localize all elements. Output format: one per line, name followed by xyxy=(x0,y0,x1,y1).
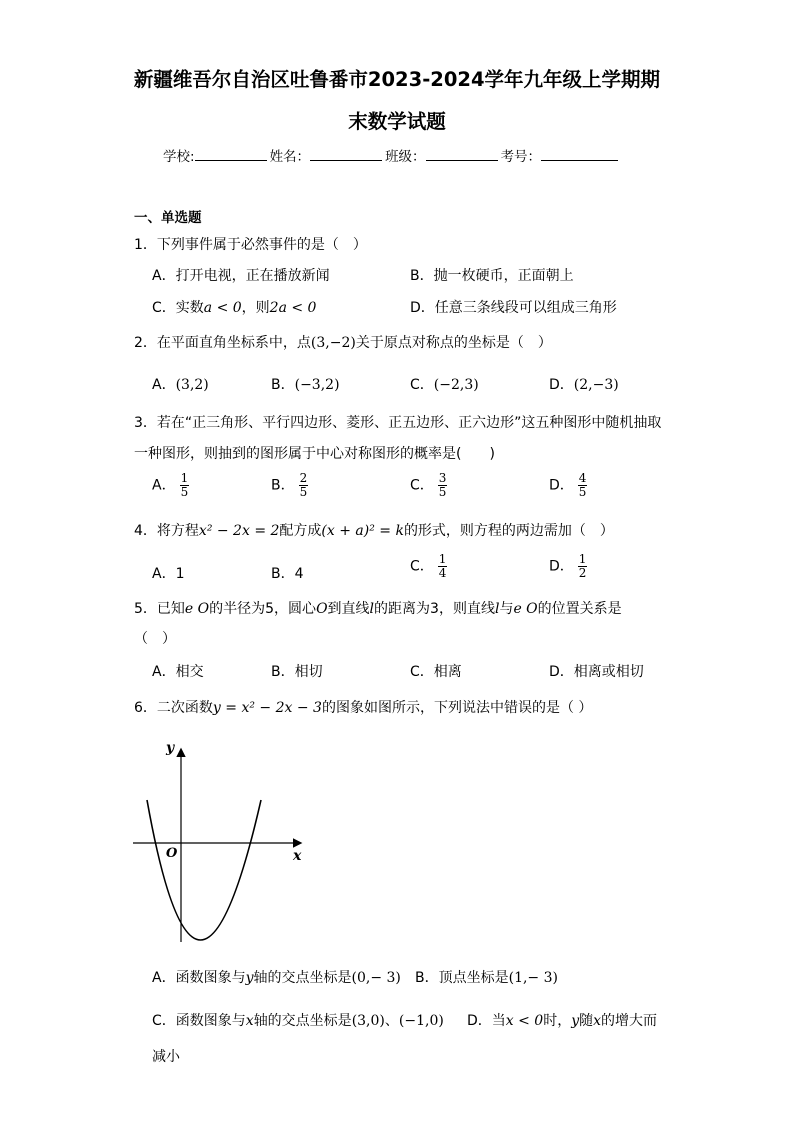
q3-option-b: B． $\frac{2}{5}$ xyxy=(271,471,308,499)
q6-option-d: D．当x < 0时，y随x的增大而 xyxy=(467,1013,658,1029)
q5-option-a: A．相交 xyxy=(152,664,204,680)
section-title: 一、单选题 xyxy=(134,210,202,226)
q5-option-c: C．相离 xyxy=(410,664,462,680)
q2-option-a: A．(3,2) xyxy=(152,377,209,393)
q5-stem-line2: （ ） xyxy=(134,631,176,647)
parabola-graph xyxy=(125,730,315,955)
q1-option-b: B．抛一枚硬币，正面朝上 xyxy=(410,268,574,284)
y-axis-label: y xyxy=(166,740,175,756)
q1-stem: 1．下列事件属于必然事件的是（ ） xyxy=(134,237,367,253)
q5-option-b: B．相切 xyxy=(271,664,323,680)
x-axis-label: x xyxy=(293,848,302,864)
q6-stem: 6．二次函数y = x² − 2x − 3的图象如图所示，下列说法中错误的是（ ） xyxy=(134,700,593,716)
q3-stem-line2: 一种图形，则抽到的图形属于中心对称图形的概率是( ) xyxy=(134,446,495,462)
name-label: 姓名： xyxy=(269,149,311,165)
q3-option-d: D． $\frac{4}{5}$ xyxy=(549,471,587,499)
exam-number-label: 考号： xyxy=(500,149,542,165)
origin-label: O xyxy=(166,846,178,861)
exam-title-line2: 末数学试题 xyxy=(348,110,446,133)
school-blank[interactable] xyxy=(195,146,267,161)
student-info-row xyxy=(163,145,621,165)
q3-stem-line1: 3．若在“正三角形、平行四边形、菱形、正五边形、正六边形”这五种图形中随机抽取 xyxy=(134,415,662,431)
q3-option-a: A． $\frac{1}{5}$ xyxy=(152,471,189,499)
q4-option-d: D． $\frac{1}{2}$ xyxy=(549,552,587,580)
parabola-curve xyxy=(147,800,261,940)
q3-option-c: C． $\frac{3}{5}$ xyxy=(410,471,447,499)
exam-title-line1: 新疆维吾尔自治区吐鲁番市2023-2024学年九年级上学期期 xyxy=(133,68,661,91)
q2-option-b: B．(−3,2) xyxy=(271,377,340,393)
q6-option-a: A．函数图象与y轴的交点坐标是(0,− 3) xyxy=(152,970,401,986)
q4-option-a: A．1 xyxy=(152,566,185,582)
q2-option-c: C．(−2,3) xyxy=(410,377,479,393)
q5-option-d: D．相离或相切 xyxy=(549,664,644,680)
name-blank[interactable] xyxy=(310,146,382,161)
q4-option-c: C． $\frac{1}{4}$ xyxy=(410,552,447,580)
q6-option-d-line2: 减小 xyxy=(152,1049,180,1065)
school-label: 学校: xyxy=(163,149,195,165)
q6-option-b: B．顶点坐标是(1,− 3) xyxy=(415,970,558,986)
q4-option-b: B．4 xyxy=(271,566,304,582)
q2-option-d: D．(2,−3) xyxy=(549,377,619,393)
exam-number-blank[interactable] xyxy=(541,146,618,161)
q4-stem: 4．将方程x² − 2x = 2配方成(x + a)² = k的形式，则方程的两边需加（ ） xyxy=(134,523,614,539)
q5-stem-line1: 5．已知e O的半径为5，圆心O到直线l的距离为3，则直线l与e O的位置关系是 xyxy=(134,601,622,617)
q2-stem: 2．在平面直角坐标系中，点(3,−2)关于原点对称点的坐标是（ ） xyxy=(134,335,552,351)
q1-option-a: A．打开电视，正在播放新闻 xyxy=(152,268,330,284)
class-blank[interactable] xyxy=(426,146,498,161)
q1-option-d: D．任意三条线段可以组成三角形 xyxy=(410,300,617,316)
class-label: 班级： xyxy=(385,149,426,165)
q6-option-c: C．函数图象与x轴的交点坐标是(3,0)、(−1,0) xyxy=(152,1013,444,1029)
q1-option-c: C．实数a < 0，则2a < 0 xyxy=(152,300,317,316)
